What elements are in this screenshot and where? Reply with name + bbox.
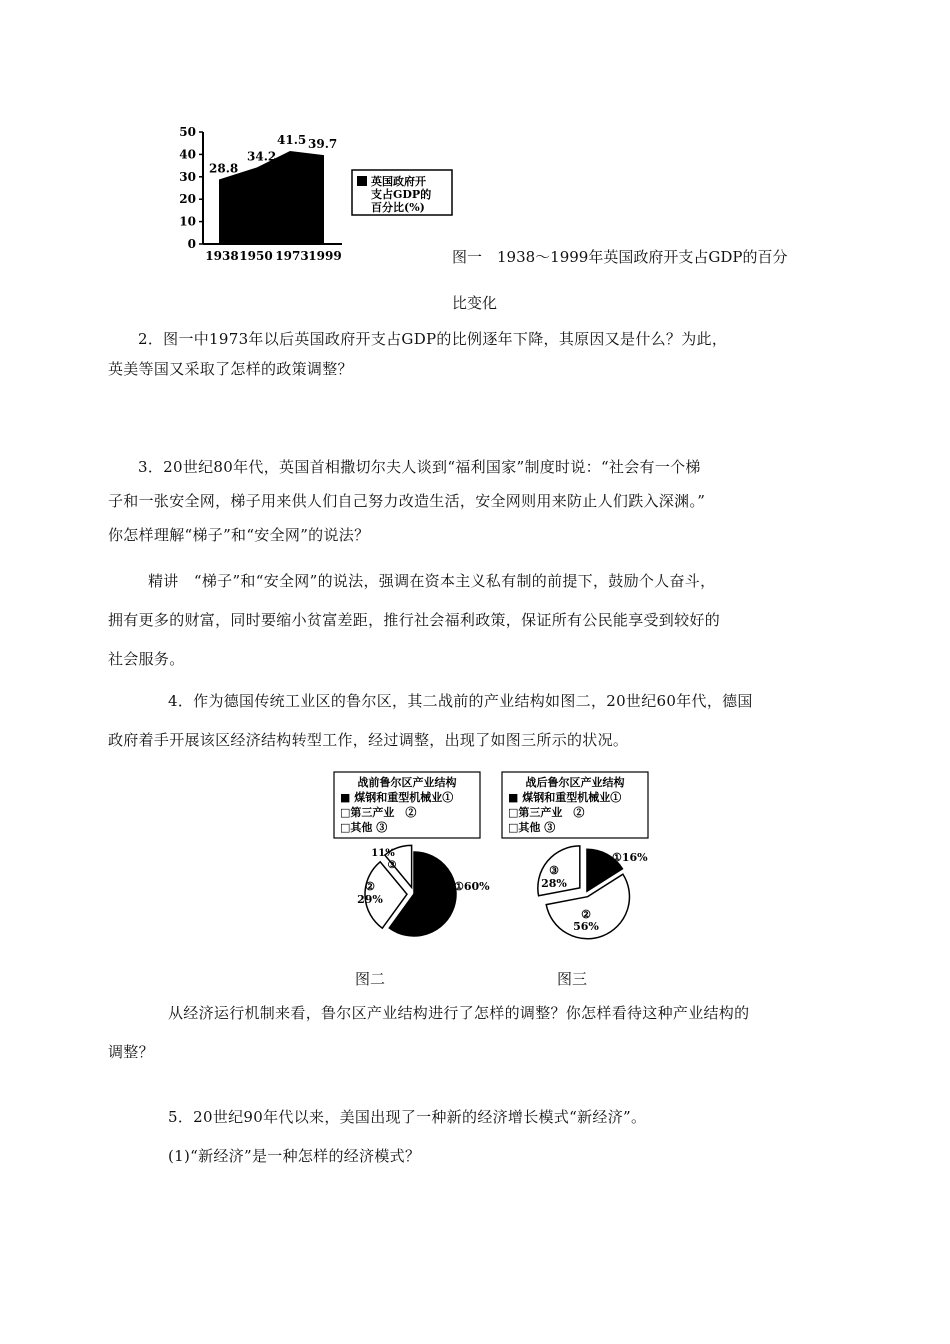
question-5-line1: 5．20世纪90年代以来，美国出现了一种新的经济增长模式“新经济”。 [168, 1108, 647, 1126]
question-2 [108, 324, 828, 384]
figure1-y-tick-label: 0 [187, 237, 196, 251]
question-3-line2: 子和一张安全网，梯子用来供人们自己努力改造生活，安全网则用来防止人们跌入深渊。” [108, 492, 706, 510]
question-3-line3: 你怎样理解“梯子”和“安全网”的说法？ [108, 526, 370, 544]
figure3-legend-title: 战后鲁尔区产业结构 [525, 776, 625, 789]
figure1-x-tick-label: 1938 [205, 249, 239, 263]
question-2-line1: 2．图一中1973年以后英国政府开支占GDP的比例逐年下降，其原因又是什么？为此， [138, 330, 728, 348]
figure1-legend-line3: 百分比(%) [371, 201, 425, 214]
question-4-line1: 4．作为德国传统工业区的鲁尔区，其二战前的产业结构如图二，20世纪60年代，德国 [168, 692, 753, 710]
explanation-line1: 精讲 “梯子”和“安全网”的说法，强调在资本主义私有制的前提下，鼓励个人奋斗， [148, 572, 716, 590]
explanation [108, 566, 828, 674]
figure1-chart [170, 118, 460, 268]
figure3-legend-item2: □第三产业 ② [508, 806, 585, 819]
question-5 [108, 1102, 828, 1171]
figure3-chart [498, 770, 668, 945]
figure2-legend-item3: □其他 ③ [340, 821, 388, 834]
figure3-label-3-marker: ③ [549, 864, 559, 877]
question-4-followup-line2: 调整？ [108, 1043, 154, 1061]
figure1-y-tick-label: 40 [179, 147, 196, 162]
figure2-label-3-marker: ③ [387, 860, 397, 871]
figure1-y-tick-label: 10 [179, 214, 196, 229]
question-4-followup [108, 998, 828, 1067]
figure3-legend-item1: ■ 煤钢和重型机械业① [508, 791, 622, 804]
figure1-data-label: 41.5 [277, 133, 307, 148]
figure1-x-tick-label: 1999 [308, 249, 342, 263]
figure1-x-tick-label: 1973 [275, 249, 309, 263]
figure3-legend-item3: □其他 ③ [508, 821, 556, 834]
figure2-label-3-pct: 11% [371, 848, 395, 859]
figure3-caption: 图三 [557, 970, 588, 988]
question-4-followup-line1: 从经济运行机制来看，鲁尔区产业结构进行了怎样的调整？你怎样看待这种产业结构的 [168, 1004, 750, 1022]
explanation-line3: 社会服务。 [108, 650, 185, 668]
figure1-y-tick-label: 20 [179, 192, 196, 207]
figure1-y-tick-label: 30 [179, 169, 196, 184]
question-5-sub1: (1)“新经济”是一种怎样的经济模式？ [168, 1147, 421, 1165]
figure1-x-ticks [205, 249, 341, 263]
figure1-data-label: 28.8 [209, 161, 239, 176]
figure1-y-tick-label: 50 [179, 125, 196, 139]
question-4 [108, 686, 828, 755]
question-3-line1: 3．20世纪80年代，英国首相撒切尔夫人谈到“福利国家”制度时说：“社会有一个梯 [138, 458, 701, 476]
figure2-label-2-pct: 29% [357, 893, 383, 906]
figure2-label-2-marker: ② [365, 880, 375, 893]
figure2-caption: 图二 [355, 970, 386, 988]
figure2-legend-item2: □第三产业 ② [340, 806, 417, 819]
figure1-caption-line2: 比变化 [452, 294, 498, 312]
figure3-label-2-pct: 56% [573, 920, 599, 933]
figure2-label-1: ①60% [454, 880, 490, 893]
figure2-pie [365, 845, 456, 936]
explanation-line2: 拥有更多的财富，同时要缩小贫富差距，推行社会福利政策，保证所有公民能享受到较好的 [108, 611, 721, 629]
figure1-x-tick-label: 1950 [239, 249, 273, 263]
question-4-line2: 政府着手开展该区经济结构转型工作，经过调整，出现了如图三所示的状况。 [108, 731, 629, 749]
figure3-label-2-marker: ② [581, 908, 591, 921]
figure1-data-label: 39.7 [308, 137, 338, 152]
question-3 [108, 452, 828, 550]
figure3-label-3-pct: 28% [541, 877, 567, 890]
figure2-legend-title: 战前鲁尔区产业结构 [357, 776, 457, 789]
figure1-legend-swatch [357, 176, 367, 186]
figure2-legend-item1: ■ 煤钢和重型机械业① [340, 791, 454, 804]
figure3-label-1: ①16% [612, 851, 648, 864]
figure1-legend-line1: 英国政府开 [371, 175, 426, 188]
question-2-line2: 英美等国又采取了怎样的政策调整？ [108, 360, 353, 378]
figure1-legend-line2: 支占GDP的 [371, 188, 432, 201]
figure1-data-label: 34.2 [247, 149, 277, 164]
figure1-caption-line1: 图一 1938～1999年英国政府开支占GDP的百分 [452, 248, 788, 266]
figure2-chart [330, 770, 490, 945]
